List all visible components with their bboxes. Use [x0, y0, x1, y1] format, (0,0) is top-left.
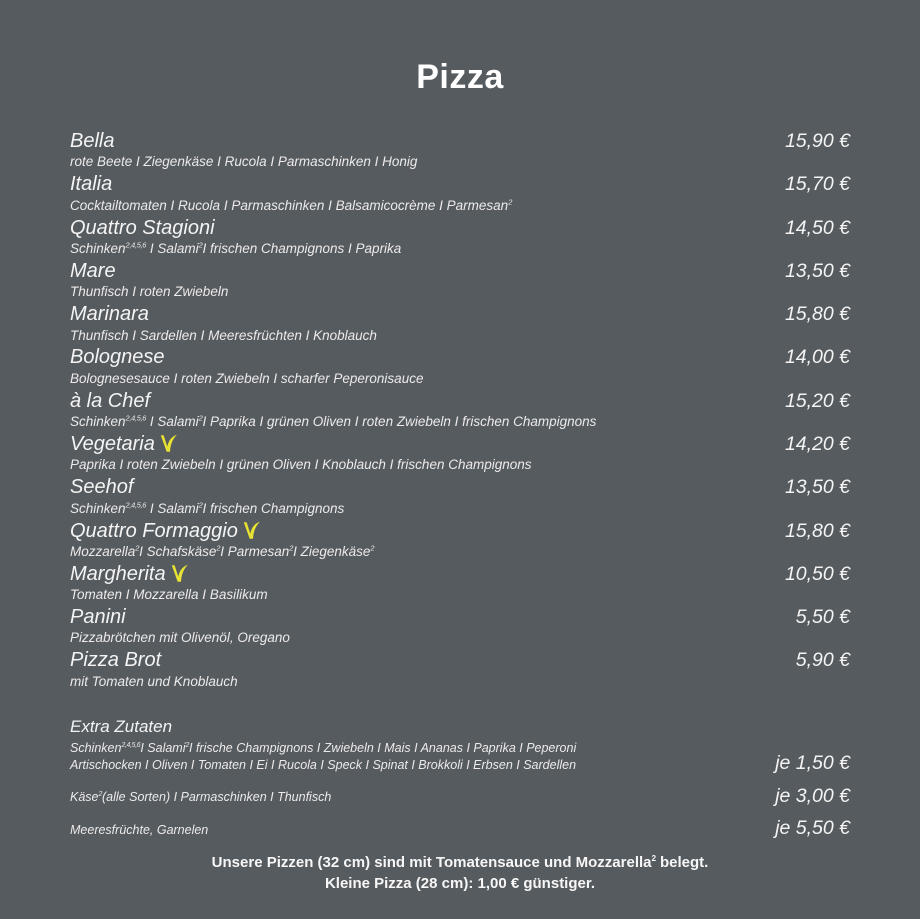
- item-price: 10,50 €: [784, 562, 850, 585]
- item-price: 15,20 €: [784, 389, 850, 412]
- item-description: Schinken$^{2,4,5,6}$ I Salami$^2$I frischen Champignons: [70, 500, 345, 516]
- item-price: 14,20 €: [784, 432, 850, 455]
- item-description: mit Tomaten und Knoblauch: [70, 673, 238, 689]
- menu-item: [70, 432, 850, 475]
- vegetarian-leaf-icon: [169, 563, 190, 584]
- item-description: Mozzarella$^2$I Schafskäse$^2$I Parmesan$^2$I Ziegenkäse$^2$: [70, 543, 375, 559]
- extras-price: je 3,00 €: [775, 784, 850, 807]
- item-name: Italia: [70, 173, 113, 196]
- extras-section: [70, 716, 850, 839]
- item-description: Cocktailtomaten I Rucola I Parmaschinken I Balsamicocrème I Parmesan$^2$: [70, 197, 513, 213]
- item-name: Mare: [70, 259, 116, 282]
- extras-price: je 1,50 €: [775, 752, 850, 774]
- menu-item: [70, 302, 850, 345]
- item-description: Pizzabrötchen mit Olivenöl, Oregano: [70, 630, 290, 646]
- extras-row: [70, 784, 850, 807]
- item-description: rote Beete I Ziegenkäse I Rucola I Parmaschinken I Honig: [70, 154, 418, 170]
- menu-item: [70, 519, 850, 562]
- extras-rows: [70, 740, 850, 839]
- item-price: 15,70 €: [784, 173, 850, 196]
- menu-item: [70, 605, 850, 648]
- item-name: Vegetaria: [70, 432, 155, 455]
- item-name: Pizza Brot: [70, 649, 162, 672]
- menu-item: [70, 345, 850, 388]
- extras-heading: Extra Zutaten: [70, 716, 173, 736]
- menu-items: [70, 129, 850, 692]
- page-title: Pizza: [416, 58, 504, 96]
- item-description: Schinken$^{2,4,5,6}$ I Salami$^2$I frischen Champignons I Paprika: [70, 240, 402, 256]
- item-price: 14,00 €: [784, 346, 850, 369]
- item-description: Thunfisch I roten Zwiebeln: [70, 284, 229, 300]
- extras-line: Artischocken I Oliven I Tomaten I Ei I Rucola I Speck I Spinat I Brokkoli I Erbsen I Sardellen: [70, 757, 577, 772]
- item-price: 15,80 €: [784, 519, 850, 542]
- item-price: 5,90 €: [795, 649, 850, 672]
- menu-item: [70, 648, 850, 691]
- item-price: 13,50 €: [784, 476, 850, 499]
- extras-row: [70, 740, 850, 774]
- menu-item: [70, 172, 850, 215]
- item-name: Quattro Formaggio: [70, 519, 238, 542]
- vegetarian-leaf-icon: [241, 520, 262, 541]
- extras-row: [70, 819, 850, 839]
- item-description: Bolognesesauce I roten Zwiebeln I scharfer Peperonisauce: [70, 370, 424, 386]
- item-description: Paprika I roten Zwiebeln I grünen Oliven I Knoblauch I frischen Champignons: [70, 457, 532, 473]
- item-price: 5,50 €: [795, 606, 850, 629]
- item-name: Marinara: [70, 303, 149, 326]
- menu-item: [70, 129, 850, 172]
- item-price: 13,50 €: [784, 259, 850, 282]
- item-price: 15,80 €: [784, 303, 850, 326]
- menu-item: [70, 259, 850, 302]
- extras-line: Schinken$^{2,4,5,6}$I Salami$^2$I frische Champignons I Zwiebeln I Mais I Ananas I Paprika I Peperoni: [70, 740, 577, 755]
- item-name: Bolognese: [70, 346, 165, 369]
- menu-item: [70, 216, 850, 259]
- item-name: à la Chef: [70, 389, 151, 412]
- item-name: Panini: [70, 606, 126, 629]
- item-price: 14,50 €: [784, 216, 850, 239]
- extras-price: je 5,50 €: [775, 817, 850, 839]
- item-description: Tomaten I Mozzarella I Basilikum: [70, 587, 268, 603]
- menu-item: [70, 389, 850, 432]
- vegetarian-leaf-icon: [158, 433, 179, 454]
- item-description: Thunfisch I Sardellen I Meeresfrüchten I Knoblauch: [70, 327, 377, 343]
- extras-ingredients: [70, 822, 208, 839]
- item-price: 15,90 €: [784, 130, 850, 152]
- menu-item: [70, 562, 850, 605]
- menu-item: [70, 475, 850, 518]
- extras-line: Käse$^2$(alle Sorten) I Parmaschinken I Thunfisch: [70, 790, 332, 805]
- footer-line: Unsere Pizzen (32 cm) sind mit Tomatensauce und Mozzarella$^2$ belegt.: [211, 853, 709, 871]
- item-name: Margherita: [70, 562, 166, 585]
- item-name: Seehof: [70, 476, 134, 499]
- extras-line: Meeresfrüchte, Garnelen: [70, 822, 209, 837]
- footer-line: Kleine Pizza (28 cm): 1,00 € günstiger.: [324, 874, 596, 892]
- extras-ingredients: [70, 789, 331, 806]
- item-name: Quattro Stagioni: [70, 216, 215, 239]
- item-name: Bella: [70, 130, 115, 152]
- item-description: Schinken$^{2,4,5,6}$ I Salami$^2$I Paprika I grünen Oliven I roten Zwiebeln I frischen Champignons: [70, 413, 597, 430]
- footer-note: [70, 852, 850, 894]
- extras-ingredients: [70, 740, 576, 774]
